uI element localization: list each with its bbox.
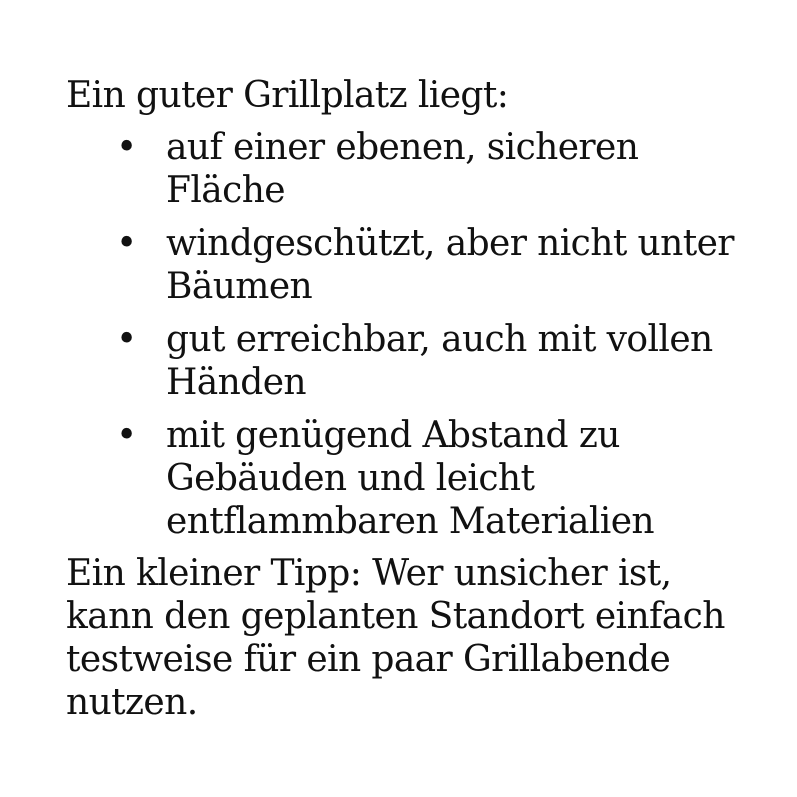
tip-text: Ein kleiner Tipp: Wer unsicher ist, kann den geplanten Standort einfach testweise für ein paar Grillabende nutzen. [66,553,725,723]
bullet-item [66,318,766,404]
bullet-text: mit genügend Abstand zu Gebäuden und leicht entflammbaren Materialien [166,415,654,542]
bullet-icon: • [116,127,137,168]
bullet-icon: • [116,223,137,264]
intro-text: Ein guter Grillplatz liegt: [66,75,509,116]
bullet-item [66,126,766,212]
bullet-text: windgeschützt, aber nicht unter Bäumen [166,223,734,307]
bullet-text: gut erreichbar, auch mit vollen Händen [166,319,713,403]
bullet-item [66,414,766,543]
bullet-list [66,126,766,543]
bullet-text: auf einer ebenen, sicheren Fläche [166,127,639,211]
document-body [66,74,766,724]
bullet-icon: • [116,319,137,360]
bullet-icon: • [116,415,137,456]
bullet-item [66,222,766,308]
